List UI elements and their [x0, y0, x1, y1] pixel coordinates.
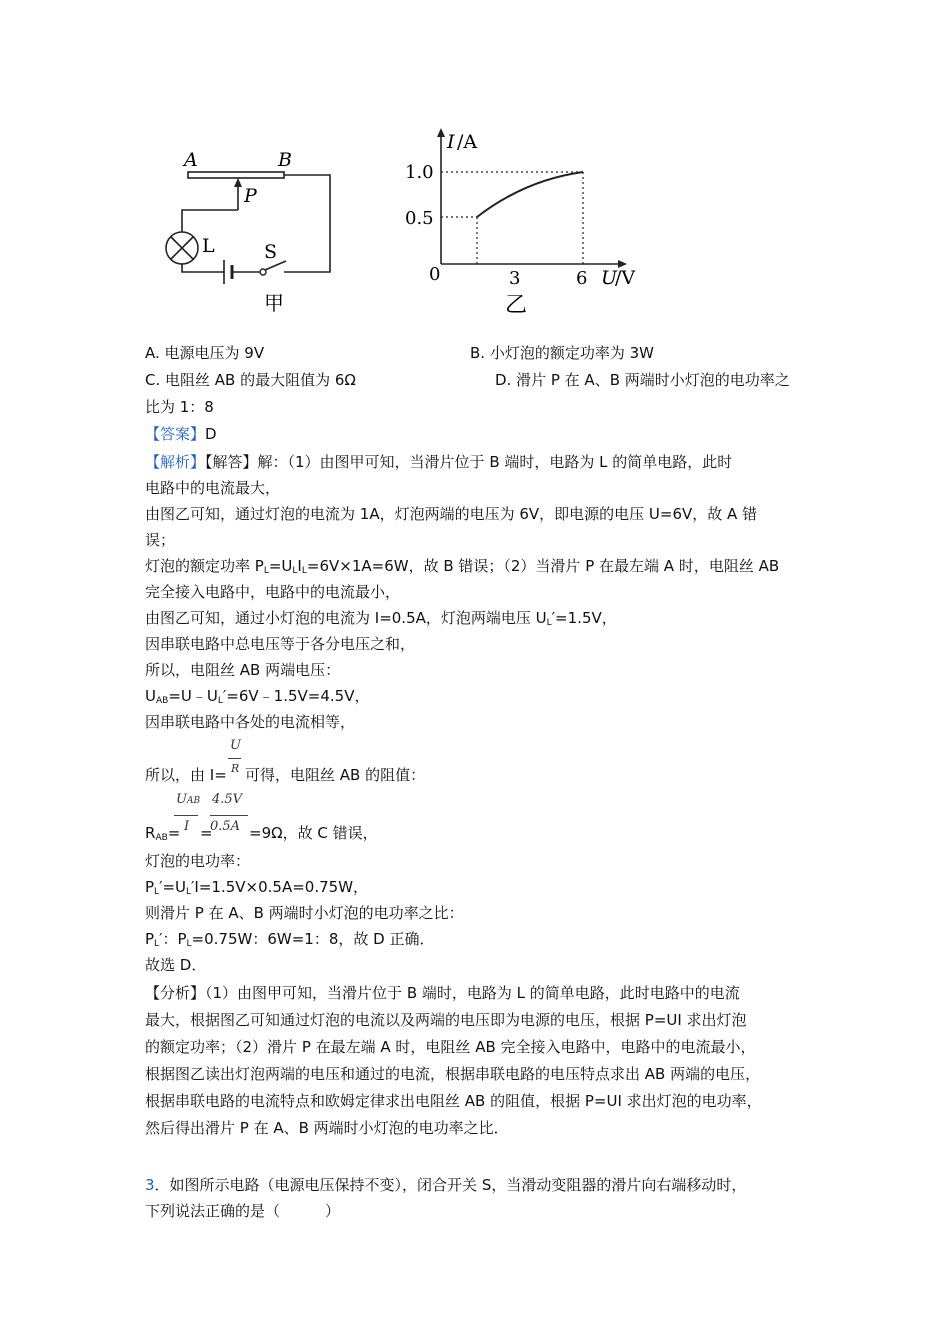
fraction-u-over-r-num: U [230, 738, 241, 753]
analysis-line-15: $P_L'=U_L'I=1.5V\times 0.5A=0.75W$， [145, 878, 369, 897]
answer-value: D [205, 425, 217, 443]
fraction-uab-den: I [184, 819, 190, 834]
analysis-line-12b: 可得，电阻丝 AB 的阻值： [245, 766, 426, 784]
analysis-line-6: 完全接入电路中，电路中的电流最小， [145, 583, 401, 601]
answer-line [145, 424, 217, 444]
option-b: B. 小灯泡的额定功率为 3W [470, 344, 654, 362]
resistance-wire-ab [188, 172, 284, 178]
tick-y-1: 1.0 [405, 162, 434, 183]
option-c: C. 电阻丝 AB 的最大阻值为 6Ω [145, 371, 356, 389]
x-label-unit: /V [615, 267, 636, 289]
question-3-line-1: 3．如图所示电路（电源电压保持不变），闭合开关 S，当滑动变阻器的滑片向右端移动时， [145, 1176, 747, 1194]
analysis-line-11: 因串联电路中各处的电流相等， [145, 713, 356, 731]
tick-x-6: 6 [576, 268, 588, 289]
label-l: L [202, 235, 215, 257]
analysis-line-5: 灯泡的额定功率 $P_L=U_LI_L=6V\times 1A=6W$，故 B 错误；（2）当滑片 P 在最左端 A 时，电阻丝 AB [145, 557, 780, 576]
analysis-line-3: 由图乙可知，通过灯泡的电流为 1A，灯泡两端的电压为 6V，即电源的电压 U=6V，故 A 错 [145, 505, 758, 523]
iu-curve [477, 172, 583, 217]
y-label-unit: /A [457, 131, 478, 153]
analysis-line-1: 【解析】【解答】解：（1）由图甲可知，当滑片位于 B 端时，电路为 L 的简单电路，此时 [145, 453, 733, 471]
fenxi-line-2: 最大，根据图乙可知通过灯泡的电流以及两端的电压即为电源的电压，根据 P=UI 求出灯泡 [145, 1011, 747, 1029]
answer-tag: 【答案】 [145, 425, 206, 443]
fenxi-line-5: 根据串联电路的电流特点和欧姆定律求出电阻丝 AB 的阻值，根据 P=UI 求出灯泡的电功率， [145, 1092, 762, 1110]
fraction-value-bar [210, 815, 248, 816]
circuit-diagram-jia [150, 140, 350, 320]
label-b: B [278, 149, 292, 171]
fenxi-line-6: 然后得出滑片 P 在 A、B 两端时小灯泡的电功率之比． [145, 1119, 509, 1137]
x-label-u: U [601, 267, 618, 289]
analysis-tag: 【解析】 [145, 453, 206, 471]
analysis-line-13-r: $R_{AB}=$ [145, 824, 181, 843]
iu-graph-yi [395, 122, 665, 322]
fraction-uab-bar [174, 815, 198, 816]
analysis-line-14: 灯泡的电功率： [145, 852, 251, 870]
option-d: D. 滑片 P 在 A、B 两端时小灯泡的电功率之 [495, 371, 790, 389]
fenxi-line-1: 【分析】（1）由图甲可知，当滑片位于 B 端时，电路为 L 的简单电路，此时电路中的电流 [145, 984, 740, 1002]
analysis-line-9: 所以，电阻丝 AB 两端电压： [145, 661, 341, 679]
question-number: 3 [145, 1176, 155, 1194]
analysis-line-4: 误； [145, 531, 176, 549]
option-d-continued: 比为 1：8 [145, 398, 214, 416]
caption-yi: 乙 [505, 293, 528, 318]
analysis-line-12a: 所以，由 I= [145, 766, 227, 784]
analysis-line-13-result: =9Ω，故 C 错误， [249, 824, 378, 842]
tick-y-05: 0.5 [405, 208, 434, 229]
fraction-u-over-r-bar [228, 758, 241, 759]
analysis-line-16: 则滑片 P 在 A、B 两端时小灯泡的电功率之比： [145, 904, 464, 922]
fraction-uab-num: UAB [176, 792, 201, 807]
analysis-line-7: 由图乙可知，通过小灯泡的电流为 I=0.5A，灯泡两端电压 $U_L'=1.5V$， [145, 609, 617, 628]
origin-label: 0 [429, 264, 441, 285]
analysis-line-2: 电路中的电流最大， [145, 479, 281, 497]
fraction-value-den: 0.5A [210, 819, 241, 834]
analysis-line-8: 因串联电路中总电压等于各分电压之和， [145, 635, 416, 653]
analysis-line-13-eq: = [200, 824, 213, 842]
y-label-i: I [447, 131, 455, 153]
analysis-line-17: $P_L'$：$P_L=0.75W$：6W=1：8，故 D 正确． [145, 930, 435, 949]
tick-x-3: 3 [509, 268, 521, 289]
question-3-line-2: 下列说法正确的是（ ） [145, 1202, 341, 1220]
analysis-line-18: 故选 D． [145, 956, 207, 974]
option-a: A. 电源电压为 9V [145, 344, 265, 362]
label-s: S [264, 241, 278, 263]
caption-jia: 甲 [264, 291, 284, 315]
fenxi-line-3: 的额定功率；（2）滑片 P 在最左端 A 时，电阻丝 AB 完全接入电路中，电路中的电流最小， [145, 1038, 756, 1056]
fraction-value-num: 4.5V [212, 792, 243, 807]
label-a: A [184, 149, 198, 171]
analysis-line-10: $U_{AB}=U﹣U_L'=6V﹣1.5V=4.5V$， [145, 687, 370, 706]
label-p: P [244, 185, 257, 207]
fenxi-line-4: 根据图乙读出灯泡两端的电压和通过的电流，根据串联电路的电压特点求出 AB 两端的电压， [145, 1065, 761, 1083]
fraction-u-over-r-den: R [231, 762, 240, 775]
